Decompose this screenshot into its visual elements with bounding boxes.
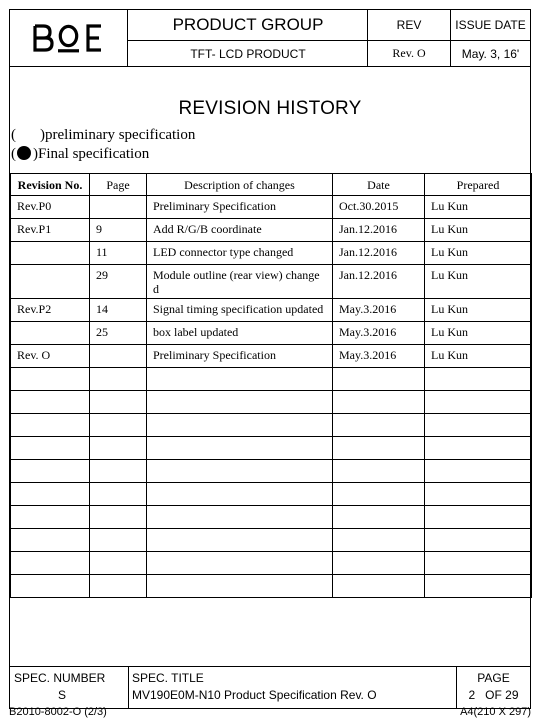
revision-table-body (11, 196, 532, 598)
option-open-paren: ( (11, 127, 16, 143)
preliminary-option (11, 127, 195, 144)
cell-revision: Rev.P2 (11, 299, 90, 322)
product-group-label: PRODUCT GROUP (172, 15, 324, 34)
table-row (11, 368, 532, 391)
cell-description (147, 460, 333, 483)
cell-description: box label updated (147, 322, 333, 345)
cell-page (90, 345, 147, 368)
cell-prepared (425, 414, 532, 437)
col-header-prepared: Prepared (425, 174, 532, 196)
cell-description: Module outline (rear view) change d (147, 265, 333, 299)
spec-number-label: SPEC. NUMBER (14, 671, 106, 685)
cell-description (147, 368, 333, 391)
cell-revision (11, 483, 90, 506)
col-header-page: Page (90, 174, 147, 196)
col-header-revision: Revision No. (11, 174, 90, 196)
cell-revision (11, 322, 90, 345)
cell-revision (11, 414, 90, 437)
cell-revision (11, 265, 90, 299)
cell-prepared: Lu Kun (425, 322, 532, 345)
cell-prepared: Lu Kun (425, 265, 532, 299)
col-header-date: Date (333, 174, 425, 196)
spec-sheet (9, 9, 531, 709)
table-row (11, 242, 532, 265)
cell-page (90, 437, 147, 460)
cell-date (333, 506, 425, 529)
cell-date: Oct.30.2015 (333, 196, 425, 219)
cell-page (90, 414, 147, 437)
cell-date: May.3.2016 (333, 299, 425, 322)
cell-description (147, 414, 333, 437)
boe-logo (10, 10, 128, 66)
cell-date (333, 575, 425, 598)
cell-revision: Rev. O (11, 345, 90, 368)
header-block (10, 10, 530, 67)
cell-prepared: Lu Kun (425, 196, 532, 219)
cell-prepared (425, 552, 532, 575)
cell-date (333, 483, 425, 506)
table-row (11, 345, 532, 368)
cell-revision: Rev.P0 (11, 196, 90, 219)
cell-revision (11, 506, 90, 529)
cell-page (90, 529, 147, 552)
table-row (11, 529, 532, 552)
product-group-value: TFT- LCD PRODUCT (190, 46, 306, 61)
table-header-row (11, 174, 532, 196)
cell-page: 9 (90, 219, 147, 242)
table-row (11, 552, 532, 575)
cell-prepared (425, 529, 532, 552)
table-row (11, 414, 532, 437)
paper-size: A4(210 X 297) (460, 706, 531, 718)
cell-prepared (425, 506, 532, 529)
table-row (11, 299, 532, 322)
page-cell (457, 667, 530, 709)
table-row (11, 437, 532, 460)
page-label: PAGE (477, 671, 510, 685)
cell-date: May.3.2016 (333, 345, 425, 368)
document-code: B2010-8002-O (2/3) (9, 706, 107, 718)
cell-description: Signal timing specification updated (147, 299, 333, 322)
cell-prepared: Lu Kun (425, 219, 532, 242)
cell-prepared: Lu Kun (425, 242, 532, 265)
cell-revision (11, 460, 90, 483)
cell-description (147, 552, 333, 575)
cell-page (90, 196, 147, 219)
cell-date (333, 529, 425, 552)
cell-page (90, 460, 147, 483)
cell-page (90, 368, 147, 391)
cell-prepared (425, 391, 532, 414)
table-row (11, 196, 532, 219)
boe-logo-mark (30, 21, 108, 55)
cell-page (90, 391, 147, 414)
cell-prepared: Lu Kun (425, 345, 532, 368)
col-header-description: Description of changes (147, 174, 333, 196)
cell-prepared (425, 460, 532, 483)
cell-prepared: Lu Kun (425, 299, 532, 322)
final-option (11, 146, 149, 163)
cell-date (333, 552, 425, 575)
table-row (11, 506, 532, 529)
cell-date: Jan.12.2016 (333, 219, 425, 242)
cell-page (90, 506, 147, 529)
cell-description: Preliminary Specification (147, 196, 333, 219)
table-row (11, 483, 532, 506)
cell-page: 29 (90, 265, 147, 299)
cell-date (333, 414, 425, 437)
rev-value: Rev. O (392, 46, 426, 60)
cell-description (147, 391, 333, 414)
issue-date-value: May. 3, 16' (461, 46, 520, 61)
table-row (11, 322, 532, 345)
cell-date (333, 460, 425, 483)
page-title: REVISION HISTORY (178, 98, 362, 119)
cell-date (333, 368, 425, 391)
cell-description (147, 575, 333, 598)
cell-description (147, 483, 333, 506)
cell-description: Preliminary Specification (147, 345, 333, 368)
cell-date: May.3.2016 (333, 322, 425, 345)
cell-prepared (425, 368, 532, 391)
table-row (11, 391, 532, 414)
spec-number-value: S (57, 688, 66, 702)
spec-title-cell (129, 667, 456, 709)
cell-description: LED connector type changed (147, 242, 333, 265)
cell-date: Jan.12.2016 (333, 265, 425, 299)
cell-page (90, 552, 147, 575)
cell-page: 25 (90, 322, 147, 345)
final-option-label: )Final specification (33, 146, 150, 162)
cell-revision (11, 575, 90, 598)
cell-description (147, 437, 333, 460)
cell-description (147, 506, 333, 529)
rev-label: REV (396, 18, 422, 32)
table-row (11, 575, 532, 598)
revision-table (10, 173, 532, 598)
cell-date (333, 437, 425, 460)
filled-circle-icon (17, 146, 31, 160)
cell-revision (11, 368, 90, 391)
preliminary-option-label: )preliminary specification (40, 127, 196, 143)
cell-date: Jan.12.2016 (333, 242, 425, 265)
spec-title-label: SPEC. TITLE (132, 671, 204, 685)
spec-number-cell (10, 667, 128, 709)
table-row (11, 265, 532, 299)
cell-date (333, 391, 425, 414)
cell-revision (11, 437, 90, 460)
option-open-paren: ( (11, 146, 16, 162)
cell-prepared (425, 483, 532, 506)
footer-block (10, 666, 530, 708)
cell-revision (11, 552, 90, 575)
cell-prepared (425, 575, 532, 598)
table-row (11, 460, 532, 483)
cell-revision (11, 242, 90, 265)
cell-revision (11, 529, 90, 552)
table-row (11, 219, 532, 242)
cell-page: 14 (90, 299, 147, 322)
cell-page (90, 483, 147, 506)
cell-prepared (425, 437, 532, 460)
page-number: 2 OF 29 (468, 688, 519, 702)
cell-page: 11 (90, 242, 147, 265)
issue-date-label: ISSUE DATE (455, 18, 526, 32)
cell-revision: Rev.P1 (11, 219, 90, 242)
cell-page (90, 575, 147, 598)
cell-revision (11, 391, 90, 414)
spec-title-value: MV190E0M-N10 Product Specification Rev. O (132, 688, 377, 702)
cell-description: Add R/G/B coordinate (147, 219, 333, 242)
cell-description (147, 529, 333, 552)
